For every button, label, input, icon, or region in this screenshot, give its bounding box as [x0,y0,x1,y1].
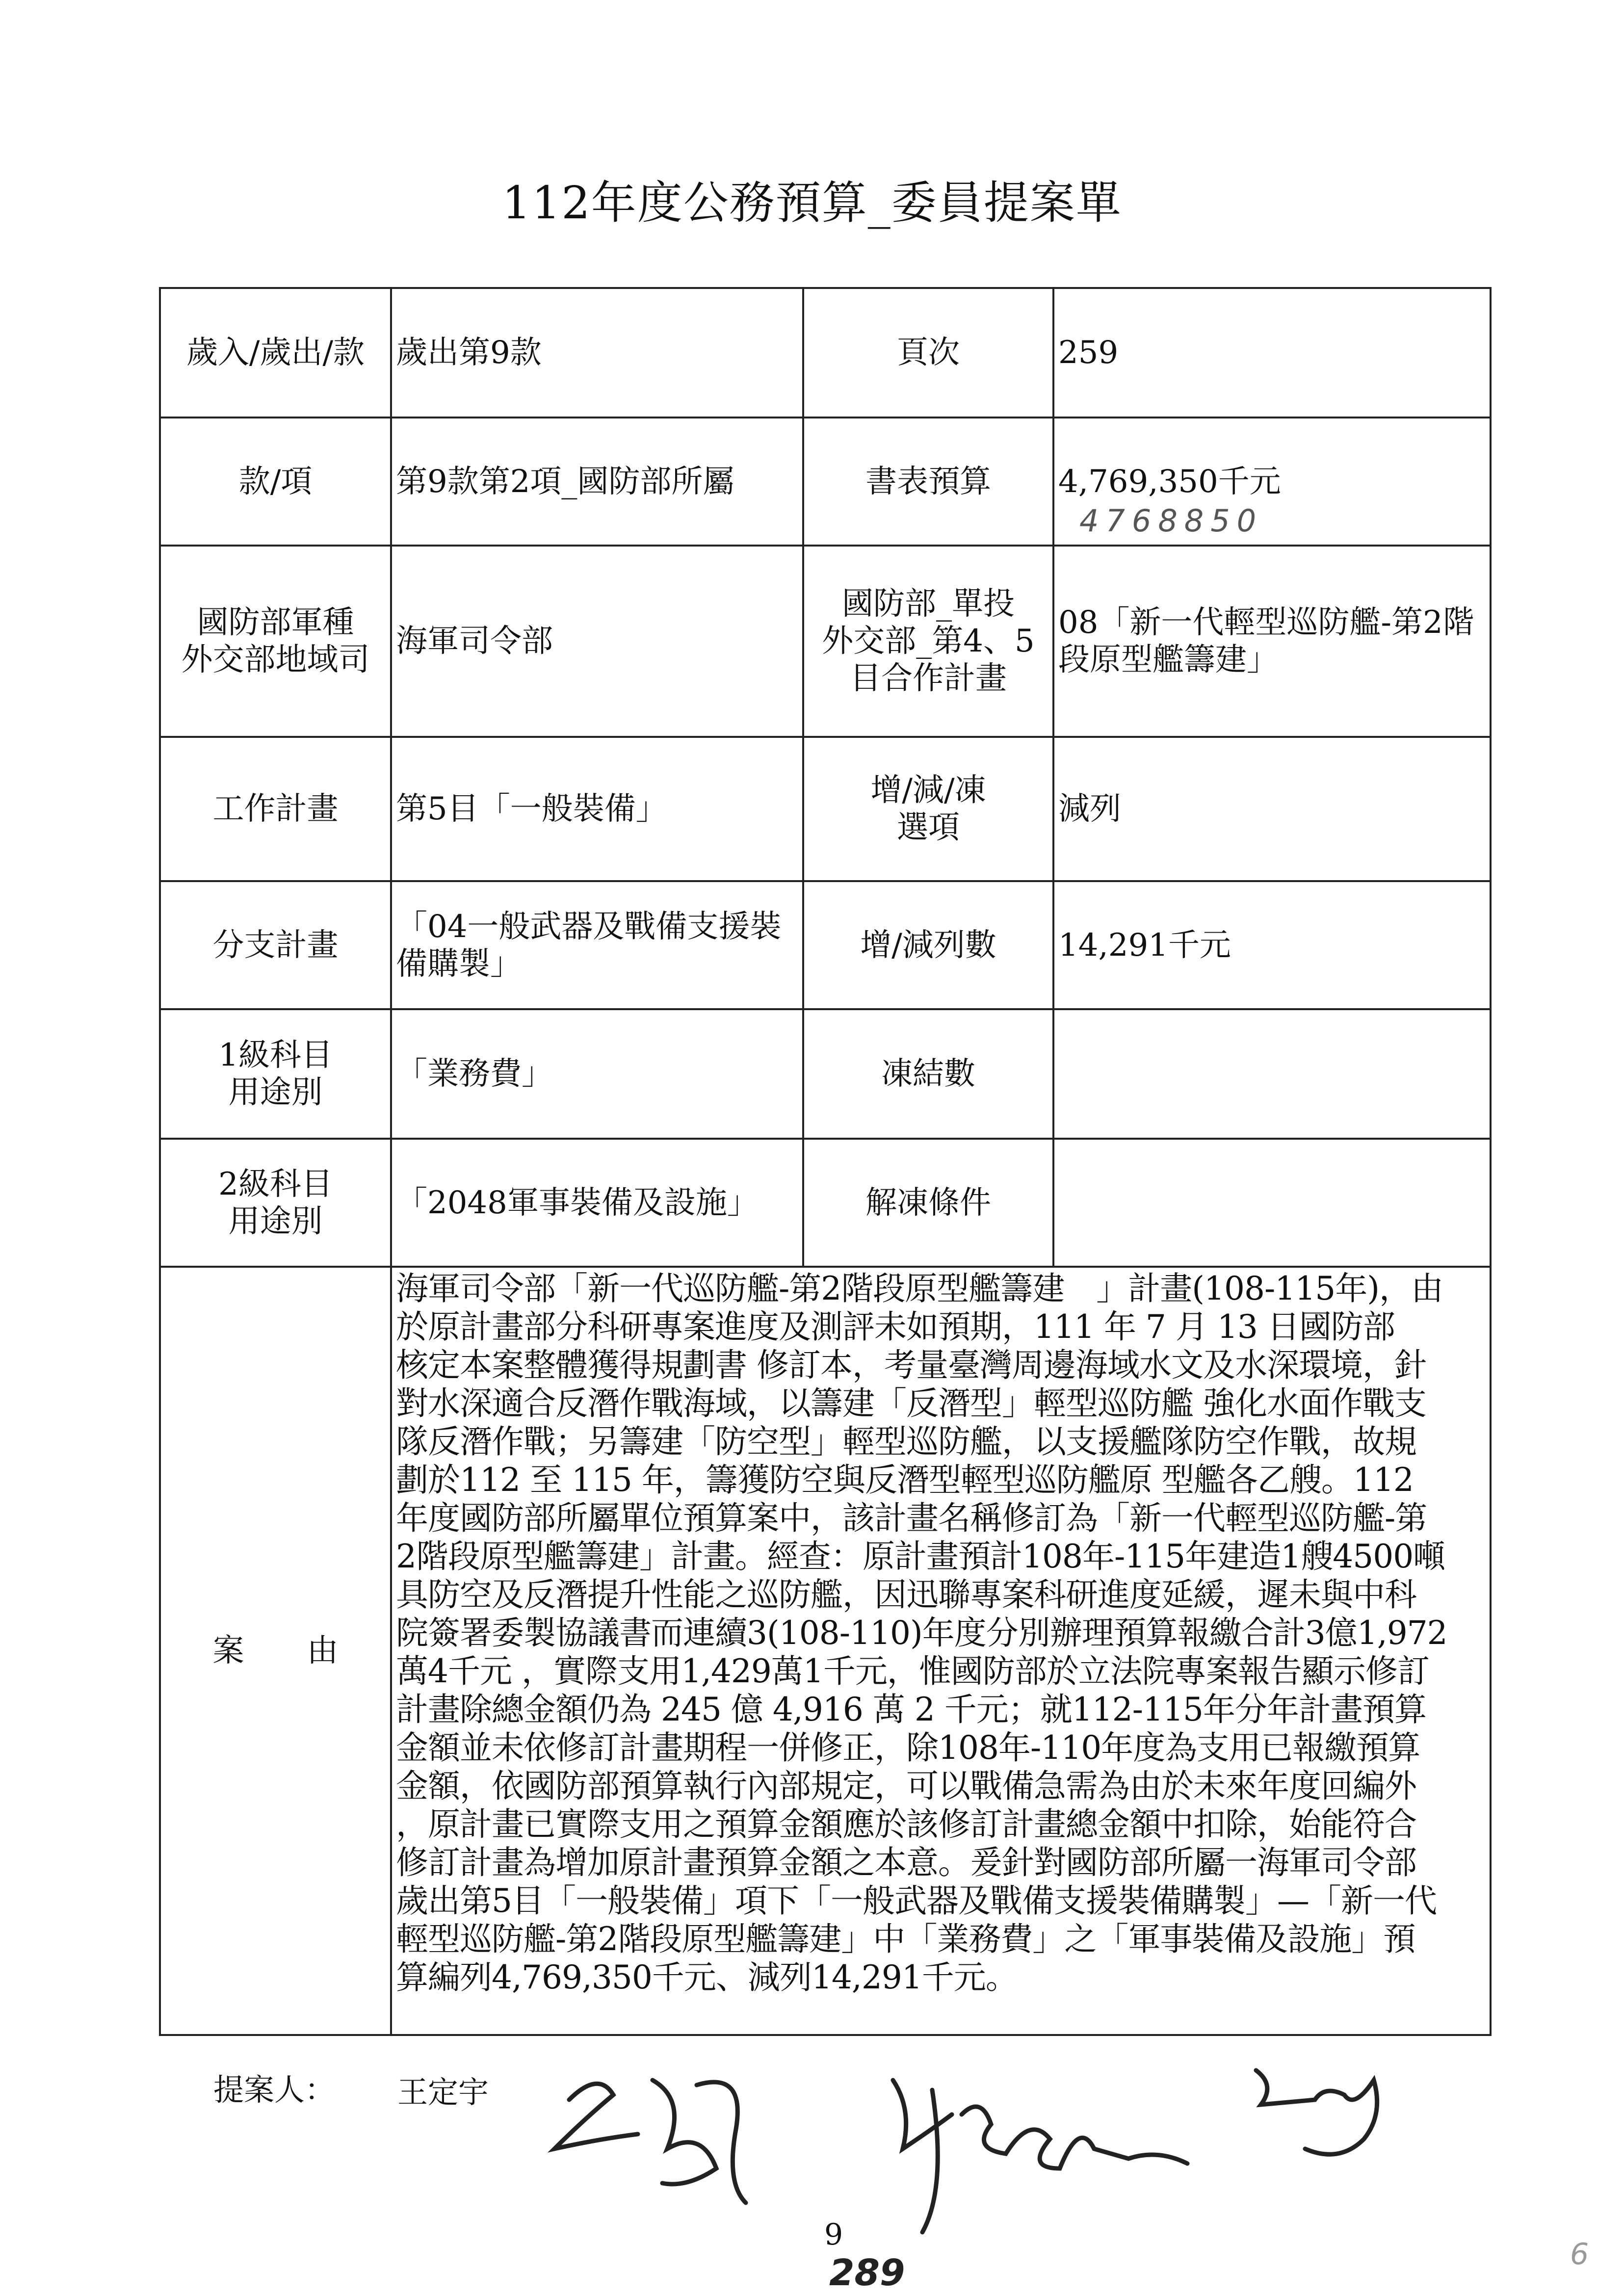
field-label: 分支計畫 [160,881,391,1009]
field-label: 國防部軍種 外交部地域司 [160,546,391,737]
field-label: 增/減/凍 選項 [803,737,1053,881]
form-row [160,288,1491,417]
field-value: 08「新一代輕型巡防艦-第2階段原型艦籌建」 [1053,546,1491,737]
reason-line: 海軍司令部「新一代巡防艦-第2階段原型艦籌建 」計畫(108-115年)，由 [396,1270,1443,1307]
reason-line: 金額，依國防部預算執行內部規定，可以戰備急需為由於未來年度回編外 [396,1767,1416,1805]
handwritten-page-number: 289 [829,2252,905,2294]
corner-mark: 6 [1570,2237,1589,2271]
field-value: 減列 [1053,737,1491,881]
reason-line: 隊反潛作戰；另籌建「防空型」輕型巡防艦，以支援艦隊防空作戰，故規 [396,1423,1416,1461]
reason-line: 修訂計畫為增加原計畫預算金額之本意。爰針對國防部所屬一海軍司令部 [396,1844,1416,1881]
field-label: 書表預算 [803,417,1053,546]
proposer-label: 提案人： [213,2072,336,2108]
proposal-form-table [159,287,1492,2036]
field-label: 歲入/歲出/款 [160,288,391,417]
proposer-name: 王定宇 [397,2074,489,2110]
reason-line: 核定本案整體獲得規劃書 修訂本，考量臺灣周邊海域水文及水深環境，針 [396,1346,1426,1384]
form-row [160,737,1491,881]
reason-text [391,1267,1491,2035]
reason-line: ，原計畫已實際支用之預算金額應於該修訂計畫總金額中扣除，始能符合 [396,1805,1416,1843]
reason-label: 案 由 [160,1267,391,2035]
field-value: 海軍司令部 [391,546,803,737]
form-row [160,1139,1491,1267]
field-label: 頁次 [803,288,1053,417]
reason-line: 算編列4,769,350千元、減列14,291千元。 [396,1958,1018,1996]
reason-line: 計畫除總金額仍為 245 億 4,916 萬 2 千元；就112-115年分年計畫預算 [396,1691,1427,1728]
signatures [540,2041,1521,2247]
reason-line: 年度國防部所屬單位預算案中，該計畫名稱修訂為「新一代輕型巡防艦-第 [396,1499,1427,1537]
field-value: 「業務費」 [391,1009,803,1139]
form-row [160,1009,1491,1139]
field-value: 第5目「一般裝備」 [391,737,803,881]
reason-line: 劃於112 至 115 年，籌獲防空與反潛型輕型巡防艦原 型艦各乙艘。112 [396,1461,1414,1499]
field-label: 工作計畫 [160,737,391,881]
reason-line: 具防空及反潛提升性能之巡防艦，因迅聯專案科研進度延緩，遲未與中科 [396,1576,1416,1614]
field-value: 14,291千元 [1053,881,1491,1009]
reason-line: 於原計畫部分科研專案進度及測評未如預期，111 年 7 月 13 日國防部 [396,1308,1395,1346]
field-value [1053,1009,1491,1139]
field-label: 凍結數 [803,1009,1053,1139]
reason-row [160,1267,1491,2035]
field-value: 歲出第9款 [391,288,803,417]
field-value: 4,769,350千元 [1053,417,1491,546]
reason-line: 萬4千元 ，實際支用1,429萬1千元，惟國防部於立法院專案報告顯示修訂 [396,1652,1429,1690]
field-label: 2級科目 用途別 [160,1139,391,1267]
field-label: 解凍條件 [803,1139,1053,1267]
reason-line: 對水深適合反潛作戰海域，以籌建「反潛型」輕型巡防艦 強化水面作戰支 [396,1384,1426,1422]
field-label: 國防部_單投 外交部_第4、5 目合作計畫 [803,546,1053,737]
field-value: 「04一般武器及戰備支援裝備購製」 [391,881,803,1009]
reason-line: 歲出第5目「一般裝備」項下「一般武器及戰備支援裝備購製」—「新一代 [396,1882,1437,1920]
reason-line: 院簽署委製協議書而連續3(108-110)年度分別辦理預算報繳合計3億1,972 [396,1614,1447,1652]
field-value [1053,1139,1491,1267]
form-row [160,546,1491,737]
field-value: 「2048軍事裝備及設施」 [391,1139,803,1267]
form-row [160,417,1491,546]
reason-line: 2階段原型艦籌建」計畫。經查：原計畫預計108年-115年建造1艘4500噸 [396,1538,1445,1575]
field-label: 款/項 [160,417,391,546]
reason-line: 金額並未依修訂計畫期程一併修正，除108年-110年度為支用已報繳預算 [396,1729,1420,1767]
field-label: 增/減列數 [803,881,1053,1009]
field-value: 259 [1053,288,1491,417]
handwritten-budget-note: 4768850 [1079,503,1263,539]
page-title: 112年度公務預算_委員提案單 [502,177,1122,229]
field-value: 第9款第2項_國防部所屬 [391,417,803,546]
field-label: 1級科目 用途別 [160,1009,391,1139]
form-row [160,881,1491,1009]
page-number: 9 [824,2218,843,2252]
reason-line: 輕型巡防艦-第2階段原型艦籌建」中「業務費」之「軍事裝備及設施」預 [396,1920,1415,1958]
